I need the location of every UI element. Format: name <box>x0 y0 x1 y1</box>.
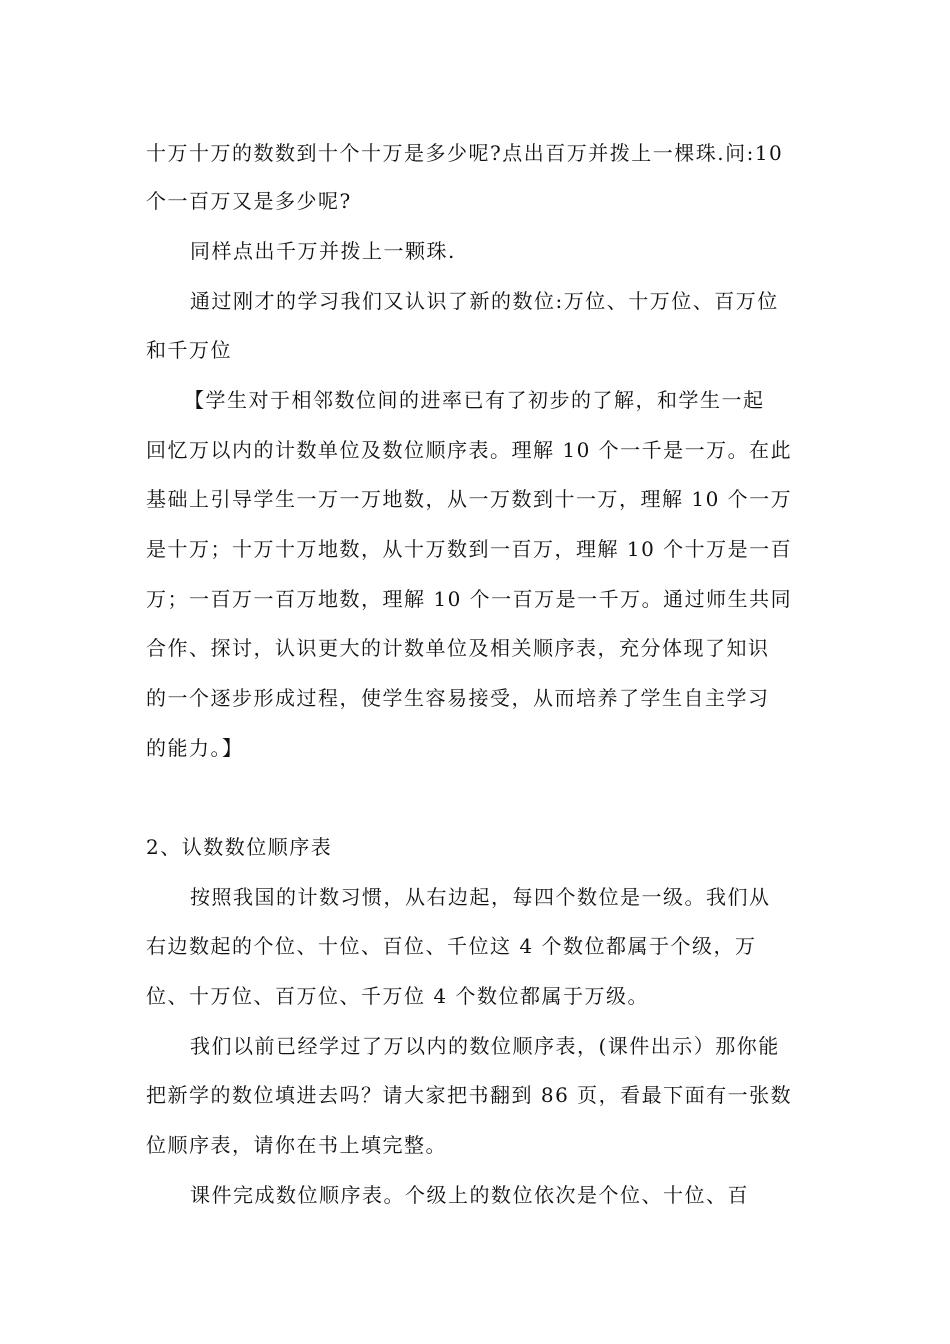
text-line: 和千万位 <box>146 338 232 362</box>
text-line: 位、十万位、百万位、千万位 4 个数位都属于万级。 <box>146 984 649 1008</box>
text-line: 【学生对于相邻数位间的进率已有了初步的了解，和学生一起 <box>184 388 765 412</box>
text-line: 我们以前已经学过了万以内的数位顺序表，(课件出示）那你能 <box>190 1034 780 1058</box>
text-line: 课件完成数位顺序表。个级上的数位依次是个位、十位、百 <box>190 1183 749 1207</box>
text-line: 把新学的数位填进去吗？请大家把书翻到 86 页，看最下面有一张数 <box>146 1083 793 1107</box>
text-line: 右边数起的个位、十位、百位、千位这 4 个数位都属于个级，万 <box>146 934 757 958</box>
text-line: 基础上引导学生一万一万地数，从一万数到十一万，理解 10 个一万 <box>146 487 793 511</box>
text-line: 的能力。】 <box>146 736 244 760</box>
section-heading: 2、认数数位顺序表 <box>146 835 333 859</box>
text-line: 万；一百万一百万地数，理解 10 个一百万是一千万。通过师生共同 <box>146 587 793 611</box>
text-line: 位顺序表，请你在书上填完整。 <box>146 1133 447 1157</box>
text-line: 通过刚才的学习我们又认识了新的数位:万位、十万位、百万位 <box>190 289 779 313</box>
text-line: 合作、探讨，认识更大的计数单位及相关顺序表，充分体现了知识 <box>146 636 770 660</box>
text-line: 是十万；十万十万地数，从十万数到一百万，理解 10 个十万是一百 <box>146 537 793 561</box>
text-line: 按照我国的计数习惯，从右边起，每四个数位是一级。我们从 <box>190 885 771 909</box>
text-line: 的一个逐步形成过程，使学生容易接受，从而培养了学生自主学习 <box>146 686 770 710</box>
text-line: 同样点出千万并拨上一颗珠. <box>190 239 456 263</box>
text-line: 回忆万以内的计数单位及数位顺序表。理解 10 个一千是一万。在此 <box>146 438 793 462</box>
text-line: 十万十万的数数到十个十万是多少呢?点出百万并拨上一棵珠.问:10 <box>146 141 784 165</box>
text-line: 个一百万又是多少呢? <box>146 189 352 213</box>
